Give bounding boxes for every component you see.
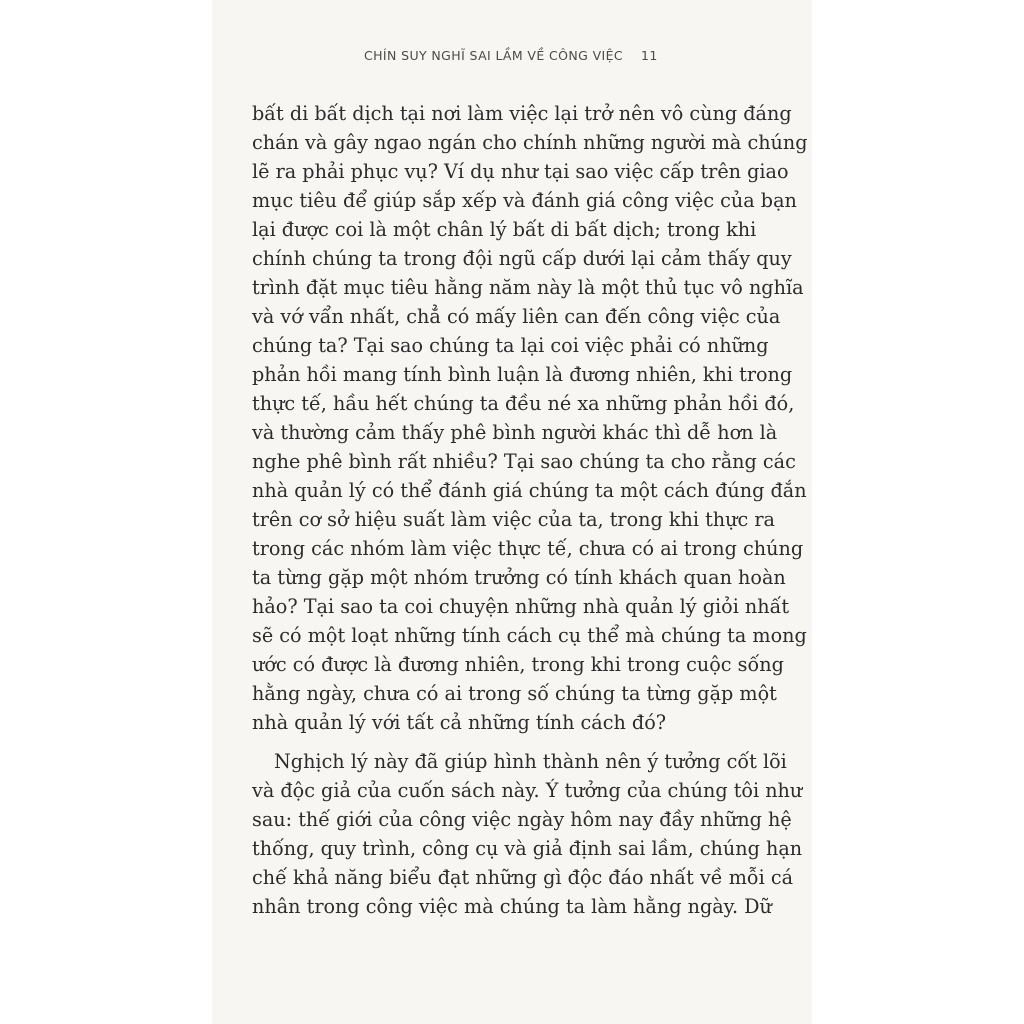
running-head xyxy=(364,48,664,63)
text-line: ước có được là đương nhiên, trong khi trong cuộc sống xyxy=(252,653,784,676)
text-line: nhà quản lý với tất cả những tính cách đó? xyxy=(252,711,667,734)
text-line: thực tế, hầu hết chúng ta đều né xa những phản hồi đó, xyxy=(252,392,795,415)
text-line: trình đặt mục tiêu hằng năm này là một thủ tục vô nghĩa xyxy=(252,276,804,299)
text-line: sau: thế giới của công việc ngày hôm nay đầy những hệ xyxy=(252,808,792,831)
text-line: Nghịch lý này đã giúp hình thành nên ý tưởng cốt lõi xyxy=(274,750,787,773)
page-number: 11 xyxy=(641,48,658,63)
text-line: và thường cảm thấy phê bình người khác thì dễ hơn là xyxy=(252,421,778,444)
text-line: và vớ vẩn nhất, chẳ có mấy liên can đến công việc của xyxy=(252,305,781,328)
text-line: trên cơ sở hiệu suất làm việc của ta, trong khi thực ra xyxy=(252,508,775,531)
paragraph-2 xyxy=(252,747,803,921)
text-line: nghe phê bình rất nhiều? Tại sao chúng ta cho rằng các xyxy=(252,450,796,473)
text-line: chúng ta? Tại sao chúng ta lại coi việc phải có những xyxy=(252,334,769,357)
body-text xyxy=(252,99,808,921)
text-line: phản hồi mang tính bình luận là đương nhiên, khi trong xyxy=(252,363,793,386)
text-line: trong các nhóm làm việc thực tế, chưa có ai trong chúng xyxy=(252,537,804,560)
text-line: chế khả năng biểu đạt những gì độc đáo nhất về mỗi cá xyxy=(252,866,794,889)
text-line: chính chúng ta trong đội ngũ cấp dưới lại cảm thấy quy xyxy=(252,247,792,270)
text-line: hằng ngày, chưa có ai trong số chúng ta từng gặp một xyxy=(252,682,777,705)
text-line: và độc giả của cuốn sách này. Ý tưởng của chúng tôi như xyxy=(252,779,803,802)
text-line: hảo? Tại sao ta coi chuyện những nhà quản lý giỏi nhất xyxy=(252,595,790,618)
text-line: nhân trong công việc mà chúng ta làm hằng ngày. Dữ xyxy=(252,895,772,918)
text-line: nhà quản lý có thể đánh giá chúng ta một cách đúng đắn xyxy=(252,479,807,502)
chapter-title: CHÍN SUY NGHĨ SAI LẦM VỀ CÔNG VIỆC xyxy=(364,48,624,63)
text-line: ta từng gặp một nhóm trưởng có tính khách quan hoàn xyxy=(252,566,786,589)
text-line: bất di bất dịch tại nơi làm việc lại trở nên vô cùng đáng xyxy=(252,102,792,125)
book-page xyxy=(212,0,812,1024)
paragraph-1 xyxy=(252,99,808,737)
text-line: sẽ có một loạt những tính cách cụ thể mà chúng ta mong xyxy=(252,624,807,647)
text-line: lẽ ra phải phục vụ? Ví dụ như tại sao việc cấp trên giao xyxy=(252,160,789,183)
text-line: chán và gây ngao ngán cho chính những người mà chúng xyxy=(252,131,808,154)
text-line: mục tiêu để giúp sắp xếp và đánh giá công việc của bạn xyxy=(252,189,797,212)
paragraph-spacer xyxy=(252,737,788,747)
text-line: thống, quy trình, công cụ và giả định sai lầm, chúng hạn xyxy=(252,837,803,860)
text-line: lại được coi là một chân lý bất di bất dịch; trong khi xyxy=(252,218,757,241)
